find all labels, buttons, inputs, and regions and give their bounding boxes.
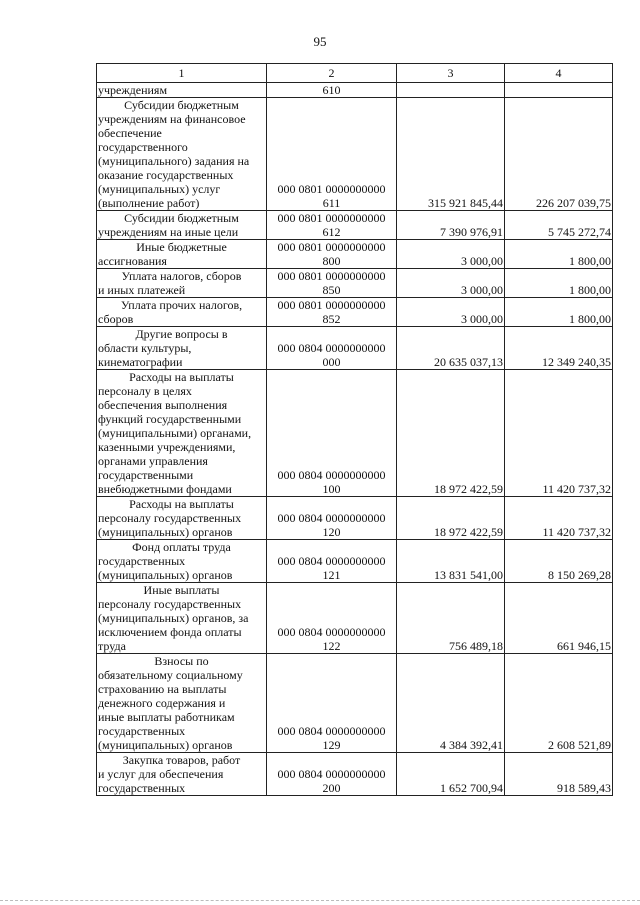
row-amount-col3: 13 831 541,00 (397, 540, 505, 583)
row-amount-col3: 3 000,00 (397, 240, 505, 269)
row-name-first-line: Закупка товаров, работ (122, 753, 241, 767)
row-amount-col3: 20 635 037,13 (397, 327, 505, 370)
row-amount-col3: 315 921 845,44 (397, 98, 505, 211)
row-name-first-line: Уплата прочих налогов, (120, 298, 243, 312)
row-name-text: сборов (98, 312, 134, 326)
row-amount-col4: 11 420 737,32 (505, 497, 613, 540)
row-name-text: персоналу государственных (муниципальных) органов, за исключением фонда оплаты труда (98, 597, 249, 653)
row-name-first-line: Взносы по (154, 654, 209, 668)
row-name-cell (97, 497, 267, 540)
row-amount-col3: 18 972 422,59 (397, 370, 505, 497)
row-amount-col4: 5 745 272,74 (505, 211, 613, 240)
row-amount-col4 (505, 83, 613, 98)
row-name-cell (97, 583, 267, 654)
row-amount-col3: 4 384 392,41 (397, 654, 505, 753)
row-code-cell: 000 0801 0000000000 852 (267, 298, 397, 327)
row-name-cell (97, 211, 267, 240)
row-name-first-line: Иные выплаты (143, 583, 220, 597)
row-amount-col4: 918 589,43 (505, 753, 613, 796)
row-name-first-line: Расходы на выплаты (129, 497, 234, 511)
row-code-cell: 000 0804 0000000000 122 (267, 583, 397, 654)
table-row (97, 583, 613, 654)
row-amount-col3 (397, 83, 505, 98)
table-row (97, 98, 613, 211)
row-name-cell (97, 370, 267, 497)
row-amount-col3: 3 000,00 (397, 298, 505, 327)
row-name-cell (97, 540, 267, 583)
table-row (97, 370, 613, 497)
row-name-text: ассигнования (98, 254, 167, 268)
table-row (97, 753, 613, 796)
row-name-text: и услуг для обеспечения государственных (98, 767, 224, 795)
row-name-text: персоналу в целях обеспечения выполнения функций государственными (муниципальными) органами, казенными учреждениями, органами управления государственными внебюджетными фондами (98, 384, 252, 496)
row-name-first-line: Субсидии бюджетным (124, 98, 239, 112)
row-code-cell: 000 0804 0000000000 000 (267, 327, 397, 370)
row-name-first-line: Фонд оплаты труда (132, 540, 231, 554)
row-name-text: обязательному социальному страхованию на выплаты денежного содержания и иные выплаты работникам государственных (муниципальных) органов (98, 668, 243, 752)
table-row (97, 83, 613, 98)
table-row (97, 654, 613, 753)
row-name-text: государственных (муниципальных) органов (98, 554, 233, 582)
header-cell-1: 1 (97, 64, 267, 83)
row-amount-col3: 7 390 976,91 (397, 211, 505, 240)
row-code-cell: 000 0804 0000000000 129 (267, 654, 397, 753)
row-name-cell (97, 327, 267, 370)
row-code-cell: 610 (267, 83, 397, 98)
row-code-cell: 000 0801 0000000000 850 (267, 269, 397, 298)
table-row (97, 298, 613, 327)
row-name-text: учреждениям (98, 83, 168, 97)
row-name-cell (97, 753, 267, 796)
table-row (97, 327, 613, 370)
row-code-cell: 000 0804 0000000000 200 (267, 753, 397, 796)
row-code-cell: 000 0801 0000000000 612 (267, 211, 397, 240)
row-code-cell: 000 0804 0000000000 121 (267, 540, 397, 583)
row-amount-col4: 1 800,00 (505, 269, 613, 298)
row-amount-col4: 661 946,15 (505, 583, 613, 654)
table-row (97, 497, 613, 540)
row-name-text: области культуры, кинематографии (98, 341, 192, 369)
row-amount-col4: 11 420 737,32 (505, 370, 613, 497)
row-amount-col4: 8 150 269,28 (505, 540, 613, 583)
row-name-cell (97, 298, 267, 327)
row-code-cell: 000 0804 0000000000 120 (267, 497, 397, 540)
header-cell-3: 3 (397, 64, 505, 83)
row-name-cell (97, 83, 267, 98)
row-name-first-line: Расходы на выплаты (129, 370, 234, 384)
row-amount-col3: 756 489,18 (397, 583, 505, 654)
row-name-first-line: Иные бюджетные (136, 240, 227, 254)
budget-table (96, 63, 613, 796)
row-amount-col3: 1 652 700,94 (397, 753, 505, 796)
page-number: 95 (313, 34, 327, 49)
row-amount-col4: 226 207 039,75 (505, 98, 613, 211)
row-name-text: и иных платежей (98, 283, 186, 297)
row-name-text: учреждениям на финансовое обеспечение государственного (муниципального) задания на оказание государственных (муниципальных) услуг (выполнение работ) (98, 112, 250, 210)
row-amount-col4: 12 349 240,35 (505, 327, 613, 370)
row-name-first-line: Субсидии бюджетным (124, 211, 239, 225)
row-code-cell: 000 0801 0000000000 800 (267, 240, 397, 269)
row-amount-col4: 1 800,00 (505, 298, 613, 327)
row-amount-col4: 1 800,00 (505, 240, 613, 269)
table-row (97, 540, 613, 583)
header-cell-4: 4 (505, 64, 613, 83)
row-name-first-line: Другие вопросы в (135, 327, 228, 341)
row-name-text: персоналу государственных (муниципальных) органов (98, 511, 242, 539)
row-amount-col3: 18 972 422,59 (397, 497, 505, 540)
header-cell-2: 2 (267, 64, 397, 83)
row-code-cell: 000 0801 0000000000 611 (267, 98, 397, 211)
row-name-cell (97, 654, 267, 753)
row-amount-col4: 2 608 521,89 (505, 654, 613, 753)
row-name-first-line: Уплата налогов, сборов (121, 269, 242, 283)
table-header-row (97, 64, 613, 83)
row-name-text: учреждениям на иные цели (98, 225, 239, 239)
table-row (97, 211, 613, 240)
row-code-cell: 000 0804 0000000000 100 (267, 370, 397, 497)
row-name-cell (97, 269, 267, 298)
table-row (97, 240, 613, 269)
row-amount-col3: 3 000,00 (397, 269, 505, 298)
row-name-cell (97, 240, 267, 269)
table-row (97, 269, 613, 298)
row-name-cell (97, 98, 267, 211)
scan-edge-rule (0, 900, 640, 901)
